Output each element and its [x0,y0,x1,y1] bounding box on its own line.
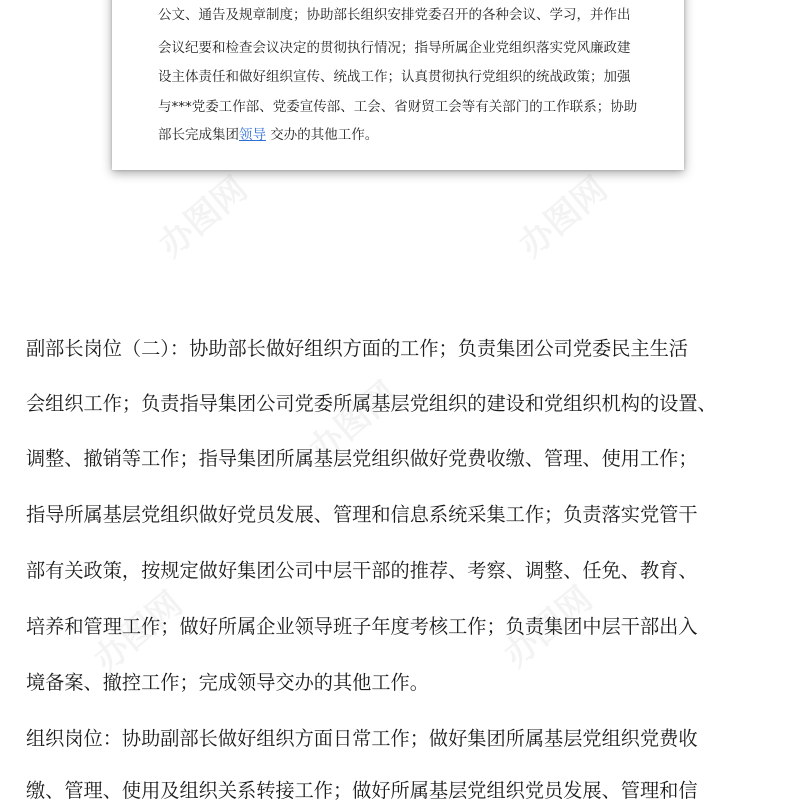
paragraph-line: 缴、管理、使用及组织关系转接工作；做好所属基层党组织党员发展、管理和信 [26,779,698,802]
card-line-text: 部长完成集团 [158,127,239,143]
paragraph-line: 境备案、撤控工作；完成领导交办的其他工作。 [26,671,429,694]
watermark: 办图网 [511,169,616,266]
paragraph-line: 培养和管理工作；做好所属企业领导班子年度考核工作；负责集团中层干部出入 [26,615,698,638]
watermark: 办图网 [301,374,406,471]
watermark: 办图网 [86,584,191,681]
leader-link[interactable]: 领导 [239,127,266,143]
card-line: 设主体责任和做好组织宣传、统战工作；认真贯彻执行党组织的统战政策；加强 [158,69,631,85]
card-line: 公文、通告及规章制度；协助部长组织安排党委召开的各种会议、学习，并作出 [158,7,631,23]
card-line-text: 交办的其他工作。 [270,127,379,143]
paragraph-line: 部有关政策，按规定做好集团公司中层干部的推荐、考察、调整、任免、教育、 [26,559,698,582]
paragraph-line: 组织岗位：协助副部长做好组织方面日常工作；做好集团所属基层党组织党费收 [26,727,698,750]
card-line: 与***党委工作部、党委宣传部、工会、省财贸工会等有关部门的工作联系；协助 [158,99,638,115]
paragraph-line: 调整、撤销等工作；指导集团所属基层党组织做好党费收缴、管理、使用工作； [26,447,698,470]
watermark: 办图网 [496,579,601,676]
card-line-last [158,122,378,148]
paragraph-line: 会组织工作；负责指导集团公司党委所属基层党组织的建设和党组织机构的设置、 [26,392,717,415]
paragraph-line: 副部长岗位（二）：协助部长做好组织方面的工作；负责集团公司党委民主生活 [26,337,688,360]
watermark: 办图网 [151,169,256,266]
card-line: 会议纪要和检查会议决定的贯彻执行情况；指导所属企业党组织落实党风廉政建 [158,40,631,56]
paragraph-line: 指导所属基层党组织做好党员发展、管理和信息系统采集工作；负责落实党管干 [26,503,698,526]
